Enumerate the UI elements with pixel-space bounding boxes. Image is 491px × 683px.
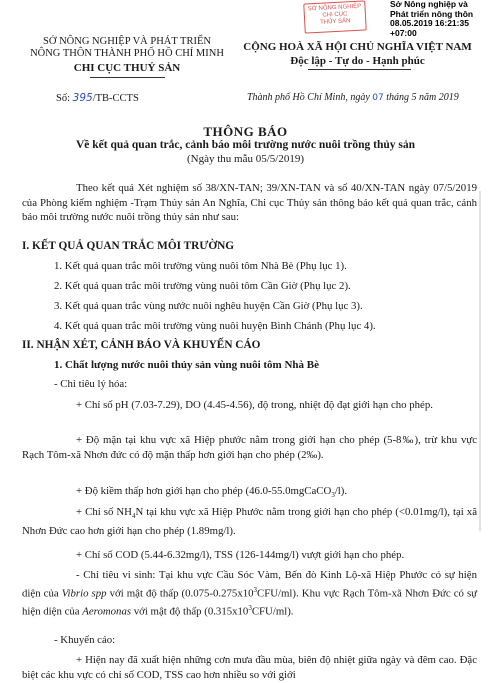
- place-date: [247, 92, 459, 103]
- section-1-heading: I. KẾT QUẢ QUAN TRẮC MÔI TRƯỜNG: [22, 240, 235, 252]
- section-2-heading: II. NHẬN XÉT, CẢNH BÁO VÀ KHUYẾN CÁO: [22, 339, 261, 351]
- advice-label: - Khuyến cáo:: [54, 634, 116, 646]
- microbio-text: - Chỉ tiêu vi sinh: Tại khu vực Cầu Sóc Vàm, Bến đò Kinh Lộ-xã Hiệp Phước có sự hiện diện của: [22, 569, 477, 600]
- aeromonas-name: Aeromonas: [82, 605, 132, 618]
- microbio-sup-2: 3: [248, 603, 252, 612]
- republic-title: CỘNG HOÀ XÃ HỘI CHỦ NGHĨA VIỆT NAM: [243, 41, 472, 53]
- advice-paragraph: + Hiện nay đã xuất hiện những cơn mưa đầu mùa, biên độ nhiệt giữa ngày và đêm cao. Đặc biệt các khu vực có chỉ số COD, TSS cao hơn nhiều so với giới: [22, 654, 477, 681]
- place-day-handwritten: 07: [372, 93, 384, 103]
- place-suffix: tháng 5 năm 2019: [386, 92, 459, 103]
- section-1-item: 3. Kết quả quan trắc vùng nước nuôi nghêu huyện Cần Giờ (Phụ lục 3).: [54, 300, 363, 312]
- alkalinity-subscript: 3: [331, 491, 335, 500]
- microbio-text-4: với mật độ thấp (0.315x10: [131, 605, 249, 618]
- cod-paragraph: + Chỉ số COD (5.44-6.32mg/l), TSS (126-144mg/l) vượt giới hạn cho phép.: [76, 549, 405, 561]
- org-line-1: SỞ NÔNG NGHIỆP VÀ PHÁT TRIỂN: [43, 36, 211, 47]
- org-line-2: NÔNG THÔN THÀNH PHỐ HỒ CHÍ MINH: [30, 48, 224, 59]
- signature-line-4: +07:00: [390, 27, 417, 38]
- stamp-line-1: SỞ NÔNG NGHIỆP: [307, 3, 362, 13]
- vibrio-name: Vibrio spp: [61, 587, 107, 600]
- document-number: [56, 92, 139, 104]
- section-2-subheading: 1. Chất lượng nước nuôi thủy sản vùng nuôi tôm Nhà Bè: [54, 359, 320, 371]
- doc-no-suffix: /TB-CCTS: [92, 93, 139, 104]
- nh4-tail: N tại khu vực xã Hiệp Phước nằm trong giới hạn cho phép (<0.01mg/l), tại xã Nhơn Đức cao hơn giới hạn cho phép (1.89mg/l).: [22, 506, 477, 537]
- section-1-item: 1. Kết quả quan trắc môi trường vùng nuôi tôm Nhà Bè (Phụ lục 1).: [54, 260, 347, 272]
- stamp-line-2: CHI CỤC: [322, 11, 348, 19]
- nh4-text: + Chỉ số NH: [76, 506, 132, 518]
- microbio-paragraph: [22, 568, 477, 619]
- signature-line-2: Phát triển nông thôn: [390, 8, 474, 19]
- scan-edge-shadow: [479, 191, 481, 531]
- signature-line-3: 08.05.2019 16:21:35: [390, 18, 469, 28]
- digital-signature: [390, 0, 490, 38]
- microbio-text-5: CFU/ml).: [251, 605, 294, 618]
- physchem-label: - Chỉ tiêu lý hóa:: [54, 378, 128, 390]
- stamp-line-3: THỦY SẢN: [320, 18, 351, 26]
- org-underline: [90, 77, 165, 78]
- section-1-item: 4. Kết quả quan trắc môi trường vùng nuôi huyện Bình Chánh (Phụ lục 4).: [54, 320, 376, 332]
- issuing-org: [22, 36, 232, 60]
- alkalinity-tail: /l).: [334, 485, 348, 497]
- doc-no-prefix: Số:: [56, 93, 71, 104]
- microbio-text-3: CFU/ml). Khu vực Rạch Tôm-xã Nhơn Đức có sự hiện diện của: [22, 587, 477, 618]
- nh4-subscript: 4: [131, 512, 136, 521]
- notice-subtitle: Về kết quả quan trắc, cảnh báo môi trường nước nuôi trồng thủy sản: [76, 139, 415, 151]
- microbio-sup-1: 3: [253, 585, 258, 594]
- signature-line-1: Sở Nông nghiệp và: [390, 0, 468, 9]
- motto-underline: [308, 69, 411, 70]
- microbio-text-2: với mật độ thấp (0.075-0.275x10: [106, 587, 254, 600]
- doc-no-handwritten: 395: [72, 92, 93, 104]
- ph-paragraph: + Chỉ số pH (7.03-7.29), DO (4.45-4.56), độ trong, nhiệt độ đạt giới hạn cho phép.: [76, 399, 433, 411]
- sample-date: (Ngày thu mẫu 05/5/2019): [186, 153, 304, 165]
- salinity-paragraph: + Độ mặn tại khu vực xã Hiệp phước nằm trong giới hạn cho phép (5-8‰), trừ khu vực Rạch Tôm-xã Nhơn đức có độ mặn thấp hơn giới hạn cho phép (2‰).: [22, 434, 477, 461]
- intro-paragraph: Theo kết quả Xét nghiệm số 38/XN-TAN; 39/XN-TAN và số 40/XN-TAN ngày 07/5/2019 của Phòng kiểm nghiệm -Trạm Thủy sản An Nghĩa, Chi cục Thủy sản thông báo kết quả quan trắc, cảnh báo môi trường nước nuôi trồng thủy sản như sau:: [22, 182, 477, 223]
- alkalinity-paragraph: [22, 484, 477, 503]
- nh4-paragraph: [22, 505, 477, 538]
- place-prefix: Thành phố Hồ Chí Minh, ngày: [247, 92, 370, 103]
- org-line-3: CHI CỤC THUỶ SẢN: [73, 62, 181, 74]
- notice-title: THÔNG BÁO: [203, 124, 288, 139]
- motto: Độc lập - Tự do - Hạnh phúc: [290, 55, 425, 67]
- alkalinity-text: + Độ kiềm thấp hơn giới hạn cho phép (46.0-55.0mgCaCO: [76, 485, 332, 497]
- section-1-item: 2. Kết quả quan trắc môi trường vùng nuôi tôm Cần Giờ (Phụ lục 2).: [54, 280, 351, 292]
- official-stamp: [303, 0, 366, 33]
